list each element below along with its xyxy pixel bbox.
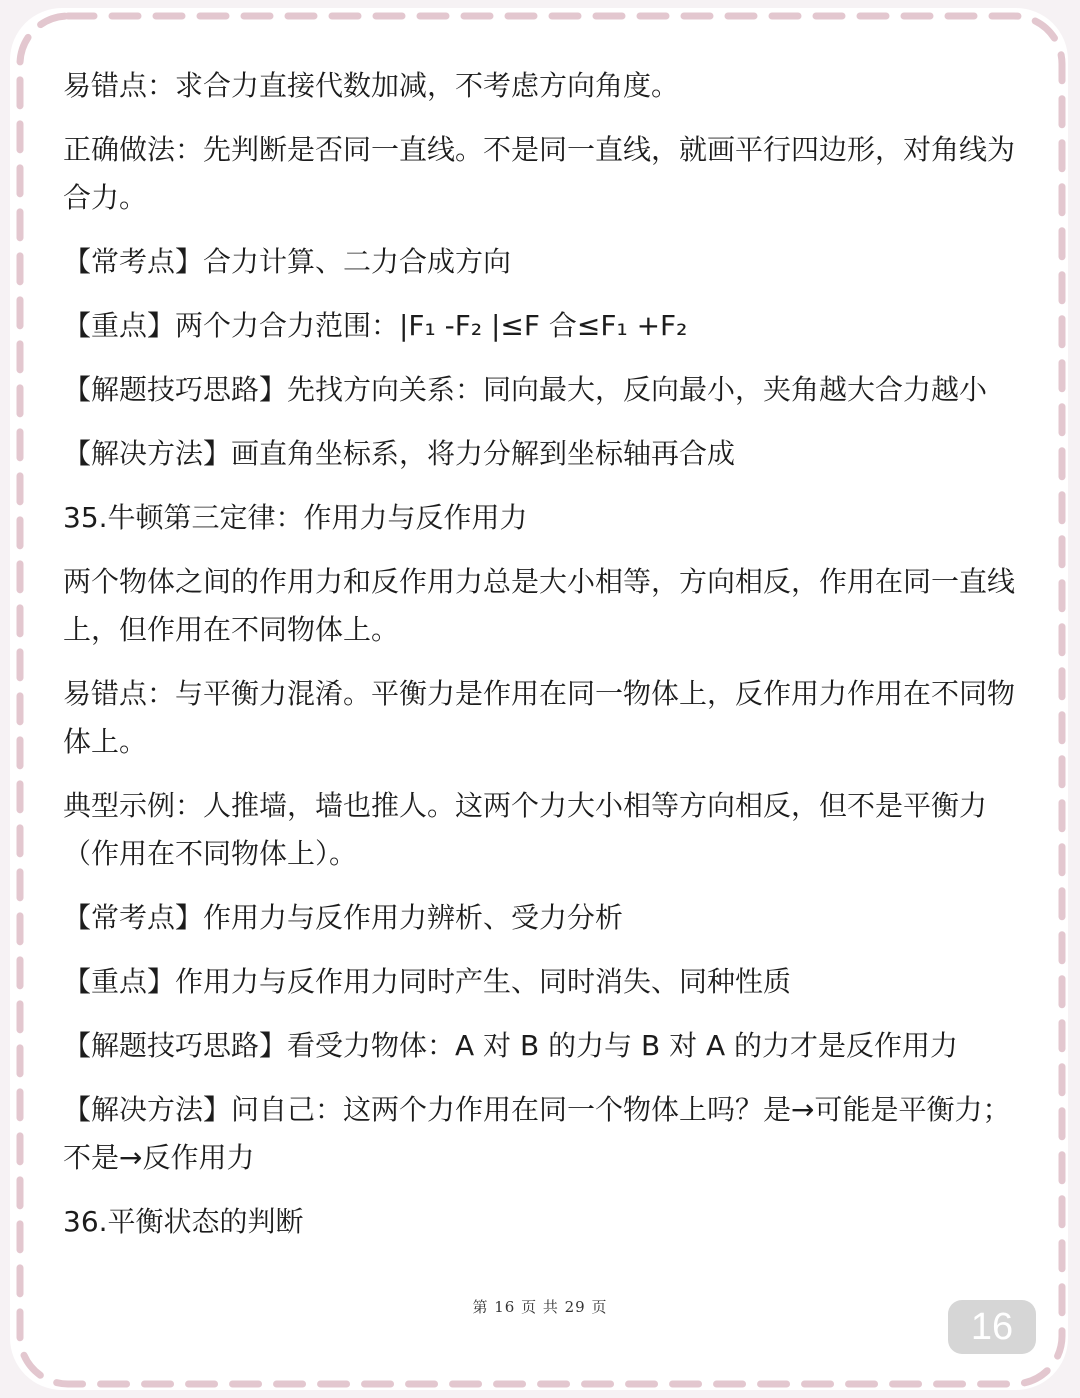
paragraph-solution-method: 【解决方法】画直角坐标系，将力分解到坐标轴再合成 [63, 437, 736, 470]
section-heading-35: 35.牛顿第三定律：作用力与反作用力 [63, 501, 528, 534]
paragraph-solution-method-2: 【解决方法】问自己：这两个力作用在同一个物体上吗？是→可能是平衡力；不是→反作用力 [63, 1093, 1011, 1174]
paragraph-common-mistake-resultant: 易错点：求合力直接代数加减，不考虑方向角度。 [63, 69, 680, 102]
paragraph-typical-example: 典型示例：人推墙，墙也推人。这两个力大小相等方向相反，但不是平衡力（作用在不同物体上）。 [63, 789, 988, 870]
paragraph-solving-tips: 【解题技巧思路】先找方向关系：同向最大，反向最小，夹角越大合力越小 [63, 373, 988, 406]
paragraph-key-point-2: 【重点】作用力与反作用力同时产生、同时消失、同种性质 [63, 965, 792, 998]
paragraph-solving-tips-2: 【解题技巧思路】看受力物体：A 对 B 的力与 B 对 A 的力才是反作用力 [63, 1029, 959, 1062]
paragraph-correct-method: 正确做法：先判断是否同一直线。不是同一直线，就画平行四边形，对角线为合力。 [63, 133, 1016, 214]
paragraph-exam-points-2: 【常考点】作用力与反作用力辨析、受力分析 [63, 901, 624, 934]
paragraph-common-mistake-balance: 易错点：与平衡力混淆。平衡力是作用在同一物体上，反作用力作用在不同物体上。 [63, 677, 1016, 758]
paragraph-third-law-definition: 两个物体之间的作用力和反作用力总是大小相等，方向相反，作用在同一直线上，但作用在不同物体上。 [63, 565, 1016, 646]
paragraph-key-point-range: 【重点】两个力合力范围：|F₁ -F₂ |≤F 合≤F₁ +F₂ [63, 309, 688, 342]
section-heading-36: 36.平衡状态的判断 [63, 1205, 304, 1238]
document-body [63, 62, 1023, 1262]
paragraph-exam-points: 【常考点】合力计算、二力合成方向 [63, 245, 512, 278]
page-footer: 第 16 页 共 29 页 [472, 1298, 608, 1316]
page-number-badge: 16 [948, 1300, 1036, 1354]
